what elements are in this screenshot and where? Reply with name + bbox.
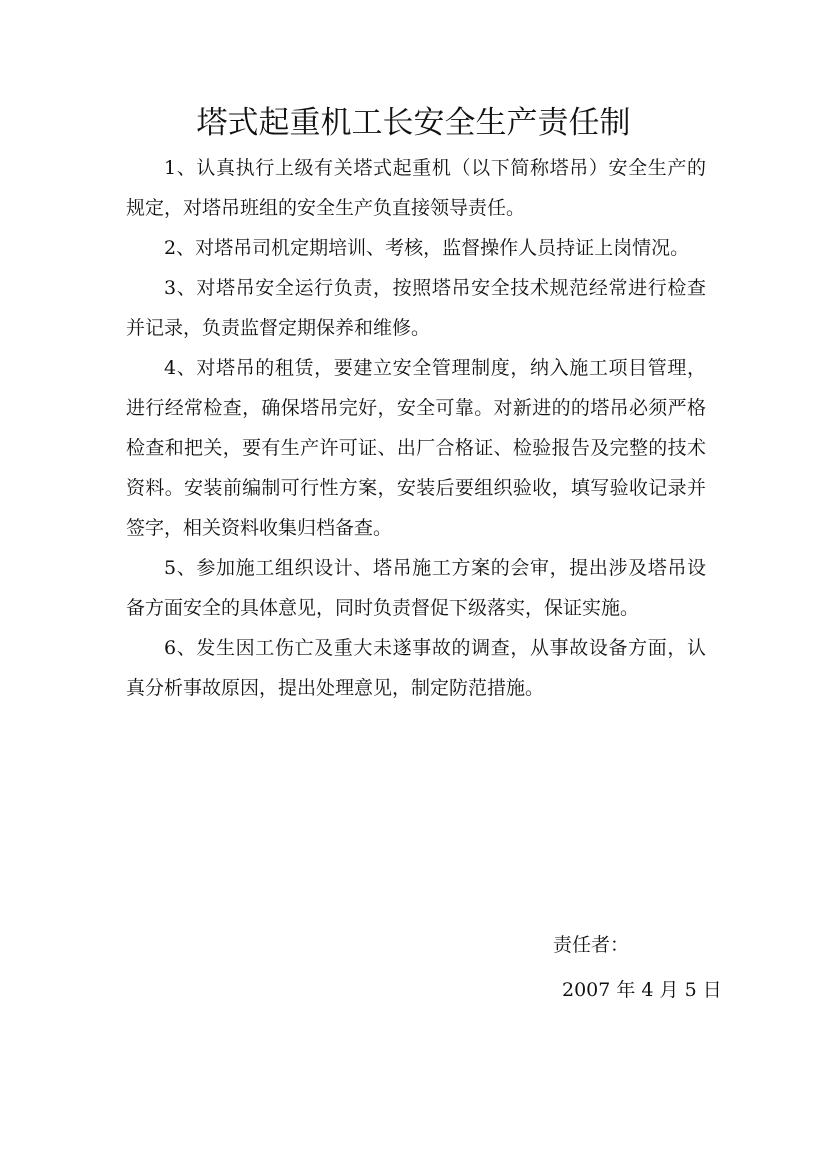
document-title: 塔式起重机工长安全生产责任制 [196, 105, 631, 141]
clause-6: 6、发生因工伤亡及重大未遂事故的调查，从事故设备方面，认真分析事故原因，提出处理意见，制定防范措施。 [126, 637, 706, 699]
signature-date: 2007 年 4 月 5 日 [562, 979, 722, 1001]
clause-4: 4、对塔吊的租赁，要建立安全管理制度，纳入施工项目管理，进行经常检查，确保塔吊完好，安全可靠。对新进的的塔吊必须严格检查和把关，要有生产许可证、出厂合格证、检验报告及完整的技术资料。安装前编制可行性方案，安装后要组织验收，填写验收记录并签字，相关资料收集归档备查。 [126, 357, 706, 539]
clause-2: 2、对塔吊司机定期培训、考核，监督操作人员持证上岗情况。 [164, 237, 690, 259]
clause-5: 5、参加施工组织设计、塔吊施工方案的会审，提出涉及塔吊设备方面安全的具体意见，同时负责督促下级落实，保证实施。 [126, 557, 706, 619]
signature-label: 责任者： [553, 934, 630, 956]
clause-3: 3、对塔吊安全运行负责，按照塔吊安全技术规范经常进行检查并记录，负责监督定期保养和维修。 [126, 277, 706, 339]
clause-1: 1、认真执行上级有关塔式起重机（以下简称塔吊）安全生产的规定，对塔吊班组的安全生产负直接领导责任。 [126, 157, 706, 219]
document-body [126, 148, 706, 708]
